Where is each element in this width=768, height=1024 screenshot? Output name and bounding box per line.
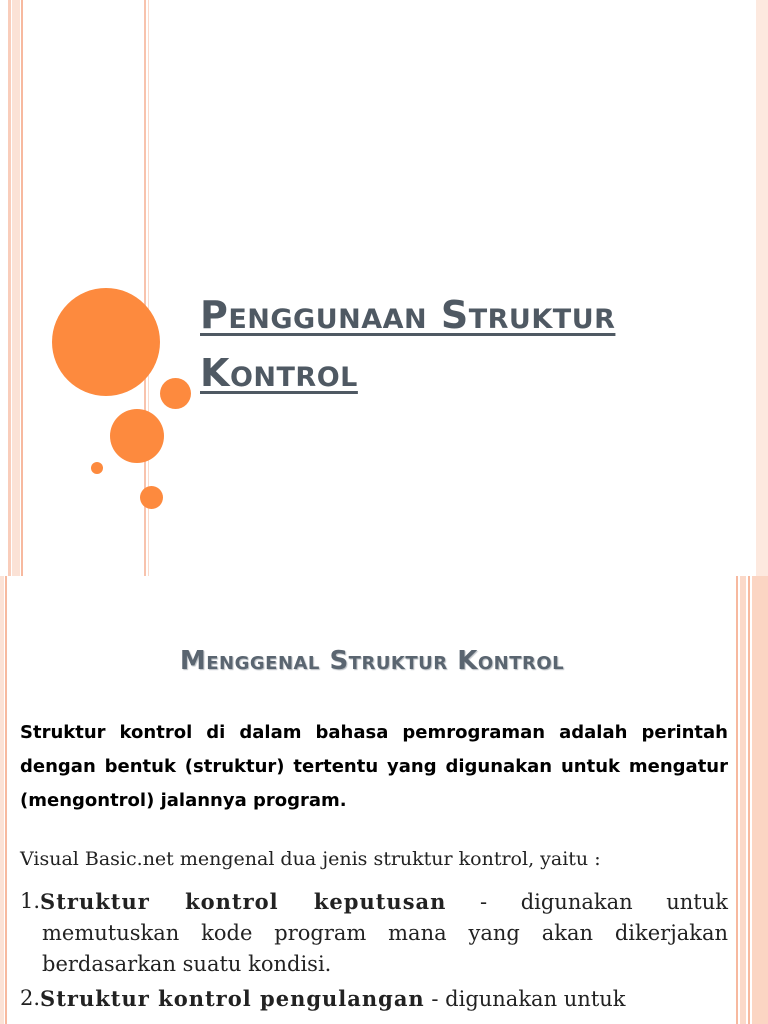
content-slide [0,576,768,1024]
list-text: digunakan untuk [520,890,728,914]
list-number: 2. [20,986,41,1010]
list-text: berdasarkan suatu kondisi. [42,952,332,976]
list-item [20,886,728,980]
decorative-circle-tiny [91,462,103,474]
intro-paragraph: Struktur kontrol di dalam bahasa pemrograman adalah perintah dengan bentuk (struktur) tertentu yang digunakan untuk mengatur (mengontrol) jalannya program. [20,722,728,811]
body-paragraph: Visual Basic.net mengenal dua jenis struktur kontrol, yaitu : [20,848,601,870]
slide-title: Penggunaan Struktur Kontrol [200,293,616,395]
list-number: 1. [20,889,41,913]
decorative-stripe [752,576,768,1024]
list-term: Struktur kontrol keputusan [40,889,447,914]
decorative-circle-small [160,378,191,409]
decorative-circle-small [140,486,163,509]
decorative-stripe [8,0,11,576]
list-separator: - [424,987,446,1011]
decorative-stripe [748,576,750,1024]
decorative-stripe [21,0,23,576]
list-term: Struktur kontrol pengulangan [40,986,425,1011]
list-text: digunakan untuk [445,987,626,1011]
decorative-circle-large [52,288,160,396]
decorative-circle-medium [110,409,164,463]
decorative-stripe [740,576,746,1024]
decorative-stripe [5,576,7,1024]
decorative-stripe [736,576,738,1024]
list-item [20,983,728,1015]
list-separator: - [446,890,521,914]
list-text: memutuskan kode program mana yang akan dikerjakan [42,921,728,945]
slide-title: Menggenal Struktur Kontrol [179,646,565,676]
decorative-stripe [0,576,4,1024]
decorative-stripe [12,0,20,576]
decorative-stripe [756,0,768,576]
